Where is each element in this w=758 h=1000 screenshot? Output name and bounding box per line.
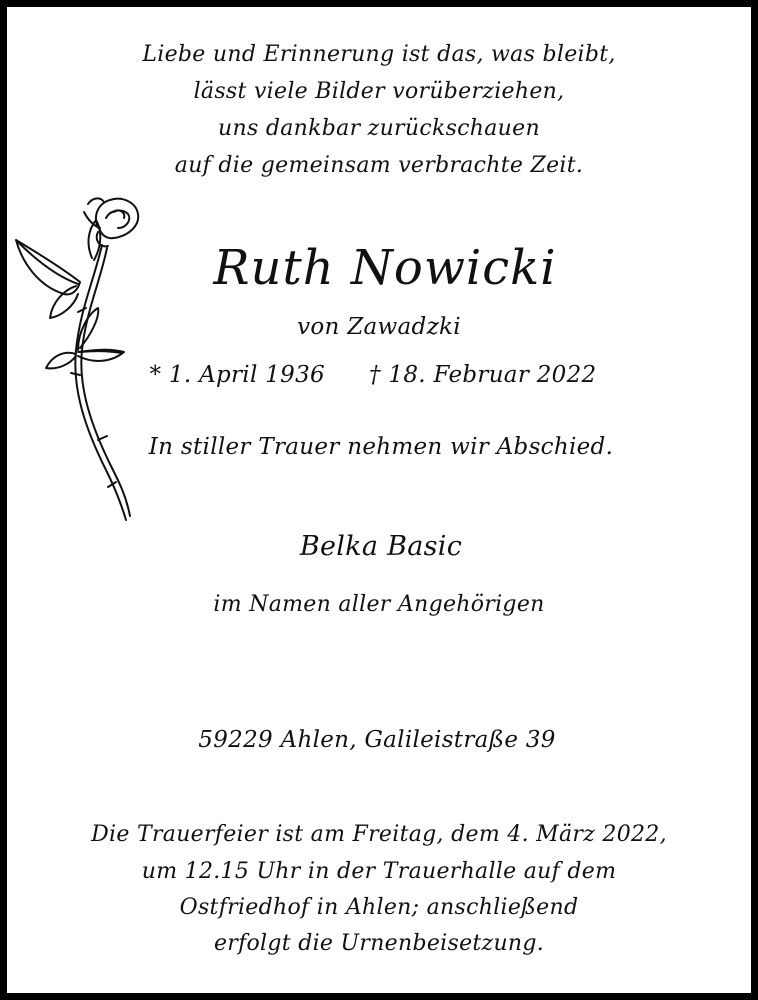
poem-line: lässt viele Bilder vorüberziehen,: [193, 79, 565, 104]
funeral-line: Ostfriedhof in Ahlen; anschließend: [179, 895, 579, 920]
deceased-name: Ruth Nowicki: [213, 240, 557, 296]
mourner-note: im Namen aller Angehörigen: [213, 592, 545, 617]
birth-name: von Zawadzki: [297, 314, 461, 340]
poem-line: auf die gemeinsam verbrachte Zeit.: [174, 153, 584, 178]
address: 59229 Ahlen, Galileistraße 39: [198, 727, 556, 753]
farewell-text: In stiller Trauer nehmen wir Abschied.: [148, 434, 614, 460]
mourner-name: Belka Basic: [299, 531, 463, 562]
poem-line: Liebe und Erinnerung ist das, was bleibt,: [142, 42, 616, 67]
death-date: † 18. Februar 2022: [368, 362, 597, 388]
birth-date: * 1. April 1936: [149, 362, 325, 388]
life-dates: [0, 362, 752, 388]
poem-line: uns dankbar zurückschauen: [218, 116, 540, 141]
funeral-line: Die Trauerfeier ist am Freitag, dem 4. März 2022,: [91, 822, 667, 847]
funeral-line: um 12.15 Uhr in der Trauerhalle auf dem: [141, 859, 617, 884]
funeral-line: erfolgt die Urnenbeisetzung.: [213, 931, 545, 956]
